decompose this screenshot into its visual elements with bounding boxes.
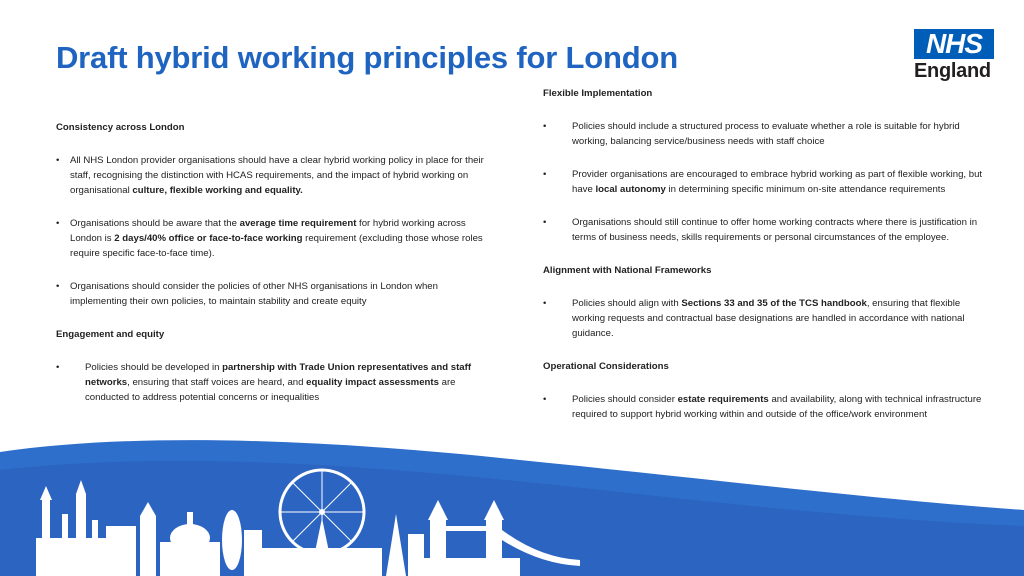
consistency-heading: Consistency across London bbox=[56, 122, 185, 133]
bullet-icon: • bbox=[543, 298, 547, 309]
list-item bbox=[543, 392, 993, 422]
item-text: Policies should consider bbox=[572, 394, 678, 405]
item-text: All NHS London provider organisations should have a clear hybrid working policy in place for their staff, recognising the distinction with HCAS requirements, and the impact of hybrid working on organisational bbox=[70, 155, 484, 196]
item-text: are conducted to address potential concerns or inequalities bbox=[85, 377, 456, 403]
item-bold: partnership with Trade Union representatives and staff networks bbox=[85, 362, 472, 388]
bullet-icon: • bbox=[543, 121, 547, 132]
right-column bbox=[543, 86, 993, 422]
engagement-heading: Engagement and equity bbox=[56, 329, 165, 340]
item-text: Policies should be developed in bbox=[85, 362, 223, 373]
item-bold: Sections 33 and 35 of the TCS handbook bbox=[681, 298, 867, 309]
flexible-heading: Flexible Implementation bbox=[543, 88, 653, 99]
nhs-logo-box: NHS bbox=[914, 29, 994, 59]
left-column bbox=[56, 120, 496, 405]
item-text: Policies should align with bbox=[572, 298, 682, 309]
item-text: , ensuring that flexible working requests and contractual base designations are handled in accordance with national guidance. bbox=[572, 298, 965, 339]
item-bold: estate requirements bbox=[677, 394, 769, 405]
list-item bbox=[543, 296, 993, 341]
item-text: Provider organisations are encouraged to embrace hybrid working as part of flexible working, but have bbox=[572, 169, 983, 195]
bullet-icon: • bbox=[56, 362, 60, 373]
bullet-icon: • bbox=[543, 217, 547, 228]
bullet-icon: • bbox=[543, 394, 547, 405]
item-text: Organisations should be aware that the bbox=[70, 218, 240, 229]
nhs-logo-subtitle: England bbox=[914, 60, 991, 82]
list-item bbox=[56, 216, 496, 261]
item-bold: culture, flexible working and equality. bbox=[132, 185, 303, 196]
item-bold: average time requirement bbox=[239, 218, 357, 229]
list-item bbox=[56, 153, 496, 198]
item-text: Policies should include a structured process to evaluate whether a role is suitable for hybrid working, balancing service/business needs with staff choice bbox=[572, 121, 960, 147]
bullet-icon: • bbox=[56, 218, 60, 229]
list-item bbox=[543, 167, 993, 197]
item-text: and availability, along with technical infrastructure required to support hybrid working within and outside of the office/work environment bbox=[572, 394, 982, 420]
item-bold: local autonomy bbox=[595, 184, 666, 195]
operational-heading: Operational Considerations bbox=[543, 361, 669, 372]
alignment-heading: Alignment with National Frameworks bbox=[543, 265, 712, 276]
item-bold: 2 days/40% office or face-to-face working bbox=[114, 233, 303, 244]
item-text: Organisations should consider the policies of other NHS organisations in London when implementing their own policies, to maintain stability and create equity bbox=[70, 281, 438, 307]
list-item bbox=[543, 215, 993, 245]
page-title: Draft hybrid working principles for London bbox=[56, 40, 678, 75]
bullet-icon: • bbox=[56, 155, 60, 166]
london-skyline-banner bbox=[0, 430, 1024, 576]
item-text: , ensuring that staff voices are heard, and bbox=[127, 377, 307, 388]
list-item bbox=[56, 279, 496, 309]
item-text: for hybrid working across London is bbox=[70, 218, 466, 244]
bullet-icon: • bbox=[543, 169, 547, 180]
bullet-icon: • bbox=[56, 281, 60, 292]
item-text: requirement (excluding those whose roles require specific face-to-face time). bbox=[70, 233, 483, 259]
item-text: Organisations should still continue to offer home working contracts where there is justification in terms of business needs, skills requirements or personal circumstances of the employee. bbox=[572, 217, 978, 243]
item-bold: equality impact assessments bbox=[306, 377, 439, 388]
list-item bbox=[543, 119, 993, 149]
list-item bbox=[56, 360, 496, 405]
nhs-england-logo bbox=[914, 29, 996, 83]
item-text: in determining specific minimum on-site attendance requirements bbox=[665, 184, 946, 195]
